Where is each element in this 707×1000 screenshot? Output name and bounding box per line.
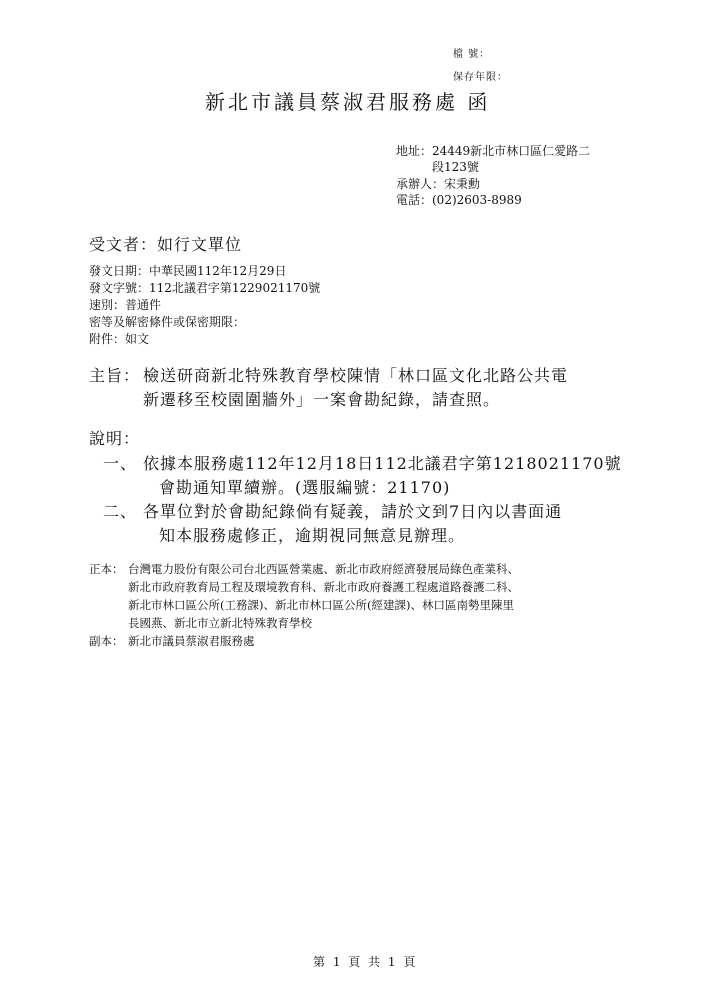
explanation-label: 說明： (89, 429, 141, 448)
explanation-item-line1: 各單位對於會勘紀錄倘有疑義，請於文到7日內以書面通 (143, 502, 563, 521)
document-title: 新北市議員蔡淑君服務處 函 (205, 90, 491, 114)
main-recipients-label: 正本： (89, 562, 124, 576)
explanation-item-line1: 依據本服務處112年12月18日112北議君字第1218021170號 (143, 454, 622, 473)
explanation-item-line2: 會勘通知單續辦。(選服編號：21170) (159, 478, 451, 497)
main-recipients-line: 長國燕、新北市立新北特殊教育學校 (128, 616, 312, 630)
issue-date: 發文日期：中華民國112年12月29日 (89, 264, 287, 278)
sender-phone: 電話：(02)2603-8989 (396, 193, 522, 207)
sender-address-line2: 段123號 (432, 160, 479, 174)
subject-line2: 新遷移至校園圍牆外」一案會勘紀錄，請查照。 (143, 390, 501, 409)
sender-address-line1: 地址：24449新北市林口區仁愛路二 (396, 144, 591, 158)
sender-handler: 承辦人：宋秉勳 (396, 177, 481, 191)
copy-recipients-label: 副本： (89, 634, 124, 648)
recipient-line: 受文者：如行文單位 (89, 235, 243, 254)
document-number: 發文字號：112北議君字第1229021170號 (89, 281, 321, 295)
retention-period-label: 保存年限： (453, 72, 508, 83)
explanation-item-num: 二、 (103, 502, 138, 521)
secrecy-level: 密等及解密條件或保密期限： (89, 315, 246, 329)
copy-recipients-line: 新北市議員蔡淑君服務處 (128, 634, 255, 648)
explanation-item-line2: 知本服務處修正，逾期視同無意見辦理。 (159, 526, 466, 545)
subject-line1: 檢送研商新北特殊教育學校陳情「林口區文化北路公共電 (143, 366, 569, 385)
subject-label: 主旨： (89, 366, 141, 385)
page-number-footer: 第 1 頁 共 1 頁 (313, 955, 418, 969)
delivery-speed: 速別：普通件 (89, 298, 162, 312)
explanation-item-num: 一、 (103, 454, 138, 473)
main-recipients-line: 新北市林口區公所(工務課)、新北市林口區公所(經建課)、林口區南勢里陳里 (128, 598, 514, 612)
main-recipients-line: 台灣電力股份有限公司台北西區營業處、新北市政府經濟發展局綠色產業科、 (128, 562, 519, 576)
attachment-line: 附件：如文 (89, 332, 150, 346)
main-recipients-line: 新北市政府教育局工程及環境教育科、新北市政府養護工程處道路養護二科、 (128, 580, 519, 594)
file-number-label: 檔 號： (453, 49, 491, 60)
